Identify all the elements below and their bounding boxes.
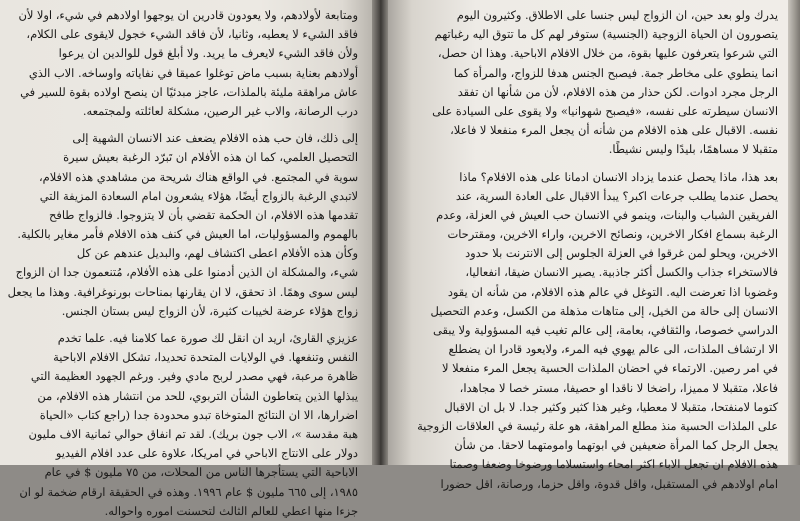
text-line: يتصورون ان الحياة الزوجية (الجنسية) ستوفر لهم كل ما تتوق اليه رغباتهم: [434, 27, 778, 42]
text-line: وكأن هذه الأفلام اعطى اكتشاف لهم، والبديل عندهم عن كل: [76, 246, 358, 261]
text-line: فاعلا، متقبلا لا مميزا، راضخا لا ناقدا او حصيفا، مستر خصا لا مجاهدا،: [459, 380, 778, 395]
text-line: يبذلها الذين يتعاطون الشأن التربوي، للحد من انتشار هذه الافلام، من: [37, 388, 358, 403]
text-line: جزءا منها اعطي للعالم الثالث لتحسنت اموره واحواله.: [104, 503, 358, 518]
text-line: هذه الافلام ان تجعل الاباء اكثر امحاء واستسلاما ورضوخا وضعفا وصمتا: [449, 457, 778, 472]
text-line: زواج هؤلاء عرضة لخيبات كثيرة، لأن الزواج ليس بستان الجنس.: [61, 303, 358, 318]
left-page: [0, 0, 372, 518]
text-line: الرجل مجرد ادوات. لكن حذار من هذه الافلام، لأن من شأنها ان تفقد: [457, 84, 778, 99]
right-page-text: [406, 6, 778, 494]
text-line: ١٩٨٥، إلى ٦٦٥ مليون $ عام ١٩٩٦. وهذه في الحقيقة ارقام ضخمة لو ان: [19, 484, 358, 499]
text-line: يدرك ولو بعد حين، ان الزواج ليس جنسا على الاطلاق. وكثيرون اليوم: [456, 8, 778, 22]
text-line: ومتابعة لأولادهم، ولا يعودون قادرين ان يوجهوا اولادهم في شيء، اولا لأن: [18, 8, 358, 22]
left-paragraph-3: [10, 329, 358, 521]
text-line: فاقد الشيء لا يعطيه، وثانيا، لأن فاقد الشيء خجول لايقوى على الكلام،: [26, 27, 358, 42]
left-paragraph-1: [10, 6, 358, 121]
text-line: يحصل عندما يطلب جرعات اكبر؟ يبدأ الاقبال على العادة السرية، عند: [455, 188, 778, 203]
text-line: لاتبدي الرغبة بالزواج أيضًا، هؤلاء يشعرون امام السعادة المزيفة التي: [39, 188, 358, 203]
text-line: الدراسي خصوصا، والثقافي، بعامة، إلى عالم تغيب فيه المسؤولية ولا يبقى: [433, 323, 778, 337]
text-line: الانسان سيطرته على نفسه، «فيصبح شهوانيا» ولا يقوى على السيادة على: [432, 103, 778, 118]
text-line: أولادهم بعناية بسبب ماض توغلوا عميقا في نفاياته واوساخه. الاب الذي: [28, 65, 358, 80]
right-page: [388, 0, 788, 491]
text-line: انما ينطوي على مخاطر جمة. فيصبح الجنس هدفا للزواج، والمرأة كما: [453, 65, 778, 80]
text-line: الاباحية التي يستأجرها الناس من المحلات، من ٧٥ مليون $ في عام: [44, 465, 358, 480]
left-paragraph-2: [7, 129, 358, 321]
text-line: الفريقين الشباب والبنات، وينمو في الانسان حب العيش في العزلة، وعدم: [436, 207, 778, 222]
text-line: تقدمها هذه الافلام، ان الحكمة تقضي بأن لا يتزوجوا. فالزواج طافح: [49, 207, 358, 222]
text-line: ولأن فاقد الشيء لايعرف ما يريد. ولا أبلغ قول للوالدين ان يرعوا: [58, 46, 358, 61]
text-line: في امر رصين. الارتماء في احضان الملذات الحسية يجعل المرء منفعلا لا: [442, 361, 778, 376]
text-line: الا ارتشاف الملذات، الى عالم يهوي فيه المرء، ولايعود قادرا ان يضطلع: [448, 342, 778, 357]
text-line: يجعل الرجل كما المرأة ضعيفين في ابوتهما وامومتهما لاحقا. من شأن: [454, 438, 778, 453]
text-line: دولار على الانتاج الاباحي في امريكا، علاوة على عدد افلام الفيديو: [55, 446, 358, 461]
text-line: عاش مراهقة مليئة بالملذات، عاجز مبدئيًا ان ينصح اولاده بقوة للسير في: [20, 84, 358, 99]
text-line: كتوما لامنفتحا، متقبلا لا معطيا، وغير هذا كثير وكثير جدا. لا بل ان الاقبال: [444, 399, 778, 414]
text-line: النفس وتنفعها. في الولايات المتحدة تحديدا، تشكل الافلام الاباحية: [53, 350, 358, 365]
text-line: بعد هذا، ماذا يحصل عندما يزداد الانسان ادمانا على هذه الافلام؟ ماذا: [459, 169, 778, 184]
text-line: الاخرين، ويحلو لمن غرقوا في العزلة الجلوس إلى الانترنت بلا حدود: [465, 246, 778, 261]
text-line: عزيزي القارئ، اريد ان انقل لك صورة عما كلامنا فيه. علما تخدم: [57, 331, 358, 345]
text-line: بالهموم والمسؤوليات، اما العيش في كنف هذه الافلام فأمر مغاير بالكلية.: [17, 227, 358, 242]
text-line: فالاستخراء جذاب والكسل أكثر جاذبية. يصير الانسان ضيقا، انفعاليا،: [465, 265, 778, 280]
text-line: نفسه. الاقبال على هذه الافلام من شأنه أن يجعل المرء منفعلا لا فاعلا،: [450, 123, 778, 138]
text-line: درب الرصانة، والاب غير الرصين، مشكلة لعائلته ولمجتمعه.: [82, 103, 358, 118]
page-edges: [788, 0, 800, 465]
text-line: اضرارها، الا ان النتائج المتوخاة تبدو محدودة جدا (راجع كتاب «الحياة: [39, 407, 358, 422]
text-line: ليس سوى وهمًا. اذ تحقق، لا ان يقارنها بمناحات بورنوغرافية. وهذا ما يجعل: [7, 284, 358, 299]
right-paragraph-1: [406, 6, 778, 160]
text-line: الانسان إلى حالة من الخيل، إلى متاهات مذهلة من الكسل، وعدم التحصيل: [430, 303, 778, 318]
text-line: هبة مقدسة »، الاب جون بريك). لقد تم انفاق حوالي ثمانية الاف مليون: [28, 426, 358, 441]
right-paragraph-2: [406, 168, 778, 494]
left-page-text: [7, 6, 358, 521]
text-line: ظاهرة مرعبة، فهي مصدر لربح مادي وفير. ورغم الجهود العظيمة التي: [30, 369, 358, 384]
text-line: سوية في المجتمع. في الواقع هناك شريحة من مشاهدي هذه الافلام،: [38, 169, 358, 184]
text-line: متقبلا لا مساهمًا، بليدًا وليس نشيطًا.: [608, 142, 778, 157]
text-line: وغضوبا اذا تعرضت اليه. التوغل في عالم هذه الافلام، من شأنه ان يقود: [447, 284, 778, 299]
book-gutter: [372, 0, 388, 465]
text-line: شيء، والمشكلة ان الذين أدمنوا على هذه الأفلام، مُتنعمون جدا ان الزواج: [15, 265, 358, 280]
text-line: التي شرعوا يتعرفون عليها بقوة، من خلال الافلام الاباحية. وهذا ان حصل،: [437, 46, 778, 61]
text-line: التحصيل العلمي، كما ان هذه الأفلام ان تَبرّد الرغبة بعيش سيرة: [63, 150, 358, 165]
text-line: على الملذات الحسية منذ مطلع المراهقة، هو علة رئيسة في العلاقات الزوجية: [417, 418, 778, 433]
text-line: إلى ذلك، فان حب هذه الافلام يضعف عند الانسان الشهية إلى: [72, 131, 358, 146]
text-line: الرغبة بسماع افكار الاخرين، ونصائح الاخرين، واراء الاخرين، ومقترحات: [447, 227, 778, 242]
text-line: امام اولادهم في المستقبل، واقل قدوة، واقل حزما، ورصانة، اقل حضورا: [440, 476, 778, 491]
